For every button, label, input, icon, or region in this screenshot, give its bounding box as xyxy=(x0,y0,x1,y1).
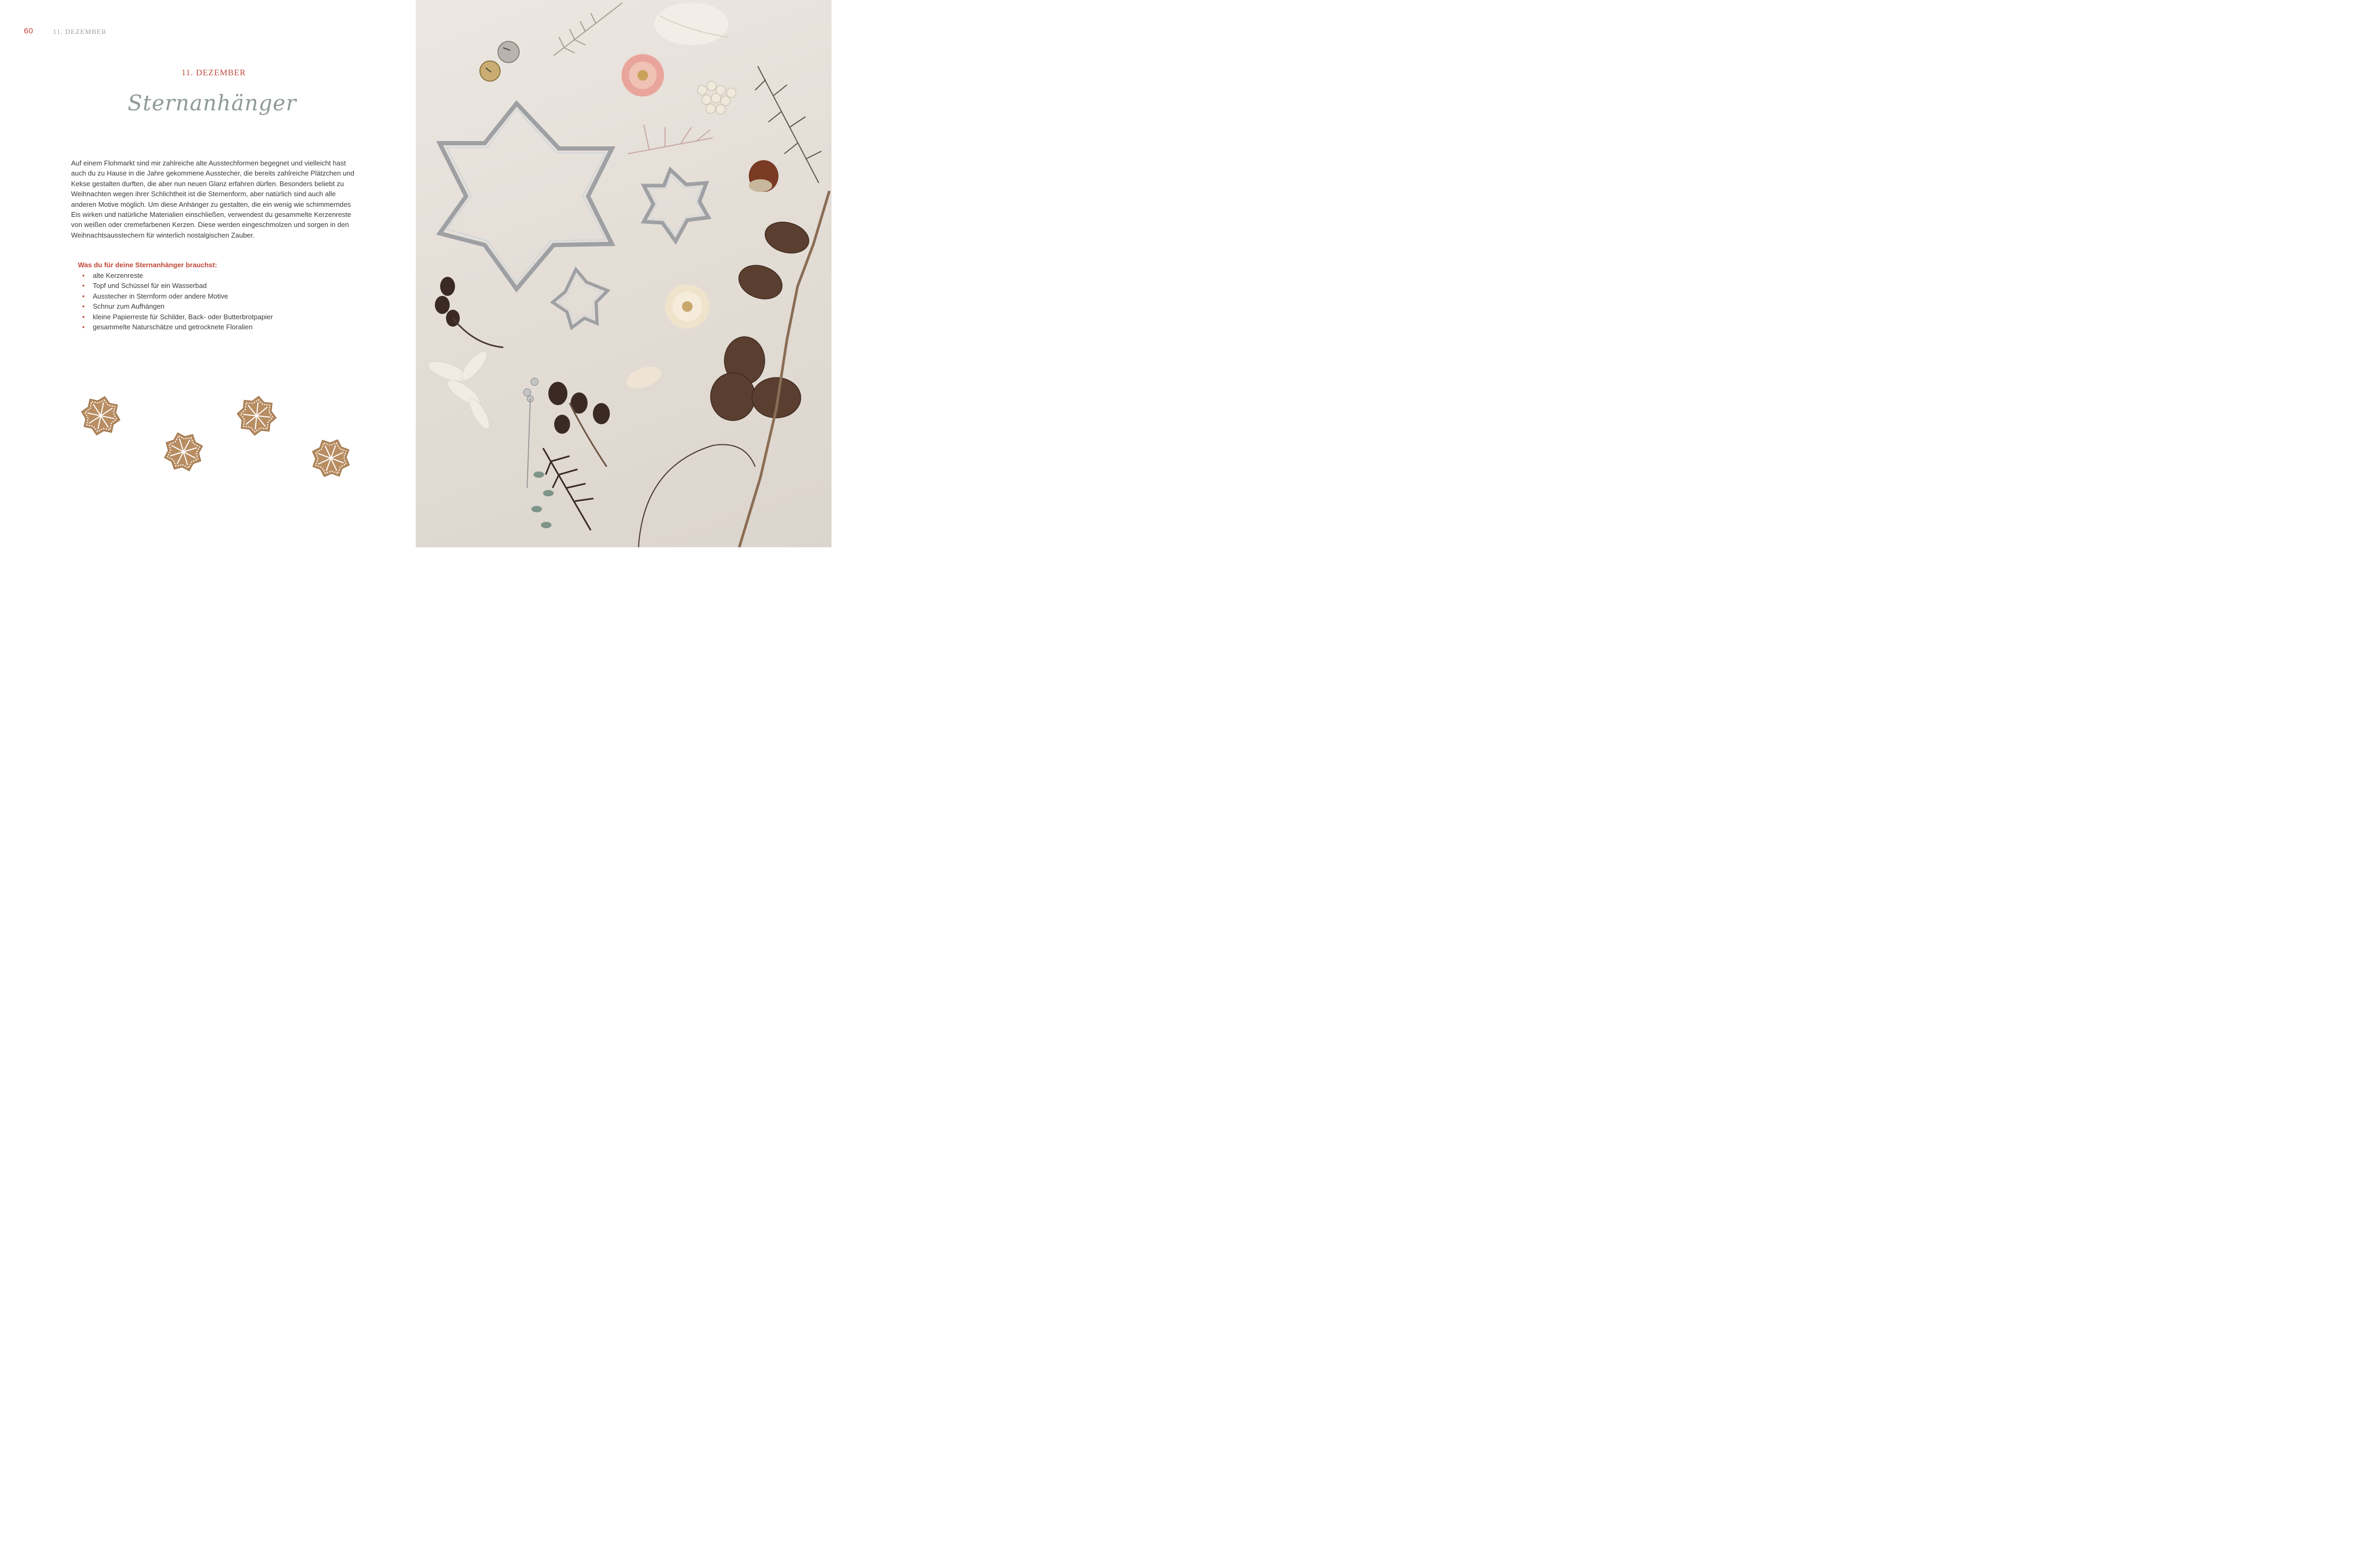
fern-icon xyxy=(543,448,593,530)
alder-cones-icon xyxy=(435,277,503,347)
bullet-icon: • xyxy=(82,323,85,331)
page-title: Sternanhänger xyxy=(127,91,297,116)
bullet-icon: • xyxy=(82,312,85,321)
bullet-icon: • xyxy=(82,292,85,300)
white-leaves-icon xyxy=(426,348,493,431)
bunny-tail-grass-icon xyxy=(624,362,664,392)
cookie-cutters-photo xyxy=(416,0,832,547)
pink-sprig-icon xyxy=(628,125,713,154)
bullet-icon: • xyxy=(82,282,85,290)
list-item: • alte Kerzenreste xyxy=(78,270,364,281)
pink-flower-icon xyxy=(622,54,664,97)
large-star-cutter-icon xyxy=(440,103,612,289)
running-head: 11. DEZEMBER xyxy=(53,28,107,36)
left-page xyxy=(0,0,416,547)
page-number: 60 xyxy=(24,27,33,36)
medium-star-cutter-icon xyxy=(644,170,708,241)
cream-flower-icon xyxy=(665,284,710,329)
date-heading: 11. DEZEMBER xyxy=(181,68,246,77)
list-item: • Schnur zum Aufhängen xyxy=(78,301,364,312)
list-item: • gesammelte Naturschätze und getrocknete Floralien xyxy=(78,322,364,333)
chestnut-icon xyxy=(749,160,778,192)
materials-items xyxy=(78,270,364,333)
silver-sprig-icon xyxy=(554,3,623,56)
materials-list xyxy=(78,260,364,333)
eucalyptus-icon xyxy=(531,471,554,528)
bell-icon xyxy=(480,41,519,81)
book-spread xyxy=(0,0,832,547)
star-cookie-icon xyxy=(310,437,352,479)
pine-cone-icon xyxy=(711,217,812,421)
list-item: • kleine Papierreste für Schilder, Back- oder Butterbrotpapier xyxy=(78,312,364,322)
dried-grass-icon xyxy=(654,3,729,45)
alder-cones-icon xyxy=(548,382,610,467)
star-cookie-icon xyxy=(235,395,278,437)
materials-heading: Was du für deine Sternanhänger brauchst: xyxy=(78,261,217,269)
star-cookie-icon xyxy=(162,431,205,473)
intro-paragraph: Auf einem Flohmarkt sind mir zahlreiche alte Ausstechformen begegnet und vielleicht hast auch du zu Hause in die Jahre gekommene Ausstecher, die bereits zahlreiche Plätzchen und Kekse gestalten durften, die aber nun neuen Glanz erfahren dürfen. Besonders beliebt zu Weihnachten wegen ihrer Schlichtheit ist die Sternenform, aber natürlich sind auch alle anderen Motive möglich. Um diese Anhänger zu gestalten, die ein wenig wie schimmerndes Eis wirken und natürliche Materialien einschließen, verwendest du gesammelte Kerzenreste von weißen oder cremefarbenen Kerzen. Diese werden eingeschmolzen und sorgen in den Weihnachtsausstechern für winterlich nostalgischen Zauber. xyxy=(71,159,355,239)
list-item: • Topf und Schüssel für ein Wasserbad xyxy=(78,281,364,291)
star-cookie-icon xyxy=(80,395,122,437)
berries-icon xyxy=(697,81,736,114)
bullet-icon: • xyxy=(82,271,85,279)
small-star-cutter-icon xyxy=(553,269,608,328)
tendril-icon xyxy=(638,444,755,547)
photo-page xyxy=(416,0,832,547)
bullet-icon: • xyxy=(82,302,85,310)
silver-beads-icon xyxy=(523,378,538,488)
list-item: • Ausstecher in Sternform oder andere Motive xyxy=(78,291,364,302)
